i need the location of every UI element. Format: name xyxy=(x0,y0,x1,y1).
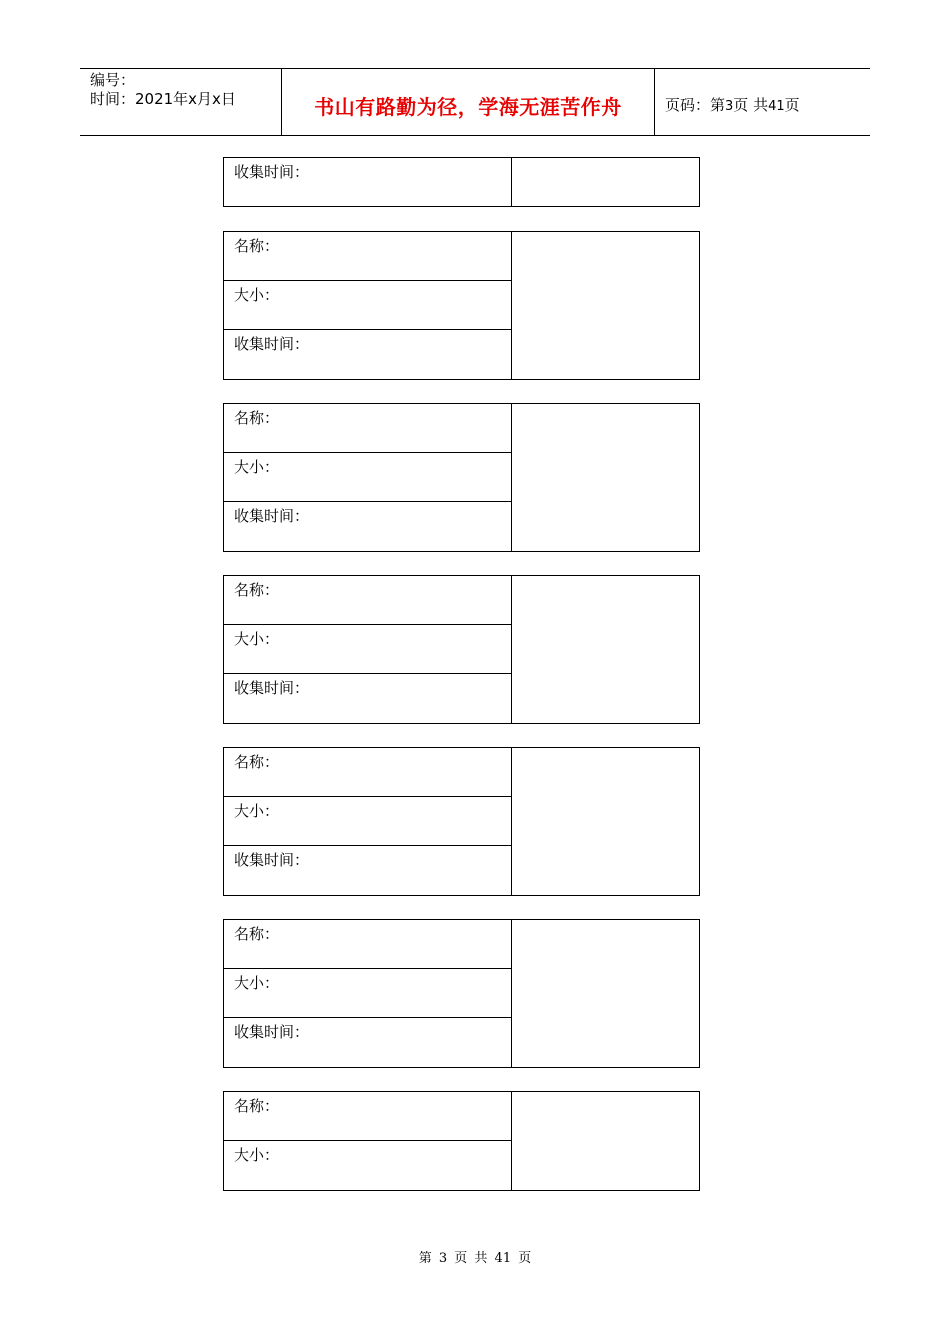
record-field: 名称： xyxy=(224,404,511,453)
record-field: 收集时间： xyxy=(234,1023,310,1041)
record-preview-cell xyxy=(512,576,699,723)
record-fields xyxy=(224,232,512,379)
header-page-number xyxy=(665,94,800,115)
record-fields xyxy=(224,920,512,1067)
record-table xyxy=(223,157,700,207)
record-table xyxy=(223,919,700,1068)
record-preview-cell xyxy=(512,404,699,551)
record-preview-cell xyxy=(512,920,699,1067)
record-fields xyxy=(224,158,512,206)
page-header xyxy=(80,68,870,136)
record-table xyxy=(223,747,700,896)
record-table xyxy=(223,231,700,380)
record-field: 大小： xyxy=(224,625,511,674)
header-motto: 书山有路勤为径，学海无涯苦作舟 xyxy=(314,95,622,119)
record-field: 大小： xyxy=(224,281,511,330)
record-field: 收集时间： xyxy=(234,163,310,181)
record-field: 收集时间： xyxy=(234,335,310,353)
record-field: 名称： xyxy=(224,748,511,797)
page-suffix: 页 xyxy=(784,96,800,114)
record-fields xyxy=(224,748,512,895)
record-field: 名称： xyxy=(224,1092,511,1141)
date-label: 时间：2021年x月x日 xyxy=(90,90,236,108)
record-preview-cell xyxy=(512,1092,699,1190)
page-current: 3 xyxy=(725,99,734,114)
record-fields xyxy=(224,1092,512,1190)
serial-label: 编号： xyxy=(90,71,136,89)
record-fields xyxy=(224,404,512,551)
record-field: 收集时间： xyxy=(234,679,310,697)
record-preview-cell xyxy=(512,748,699,895)
record-field: 收集时间： xyxy=(234,507,310,525)
page-middle: 页 共 xyxy=(733,96,769,114)
record-field: 大小： xyxy=(224,969,511,1018)
record-field: 大小： xyxy=(234,1146,280,1164)
record-field: 名称： xyxy=(224,920,511,969)
page-footer: 第 3 页 共 41 页 xyxy=(418,1251,532,1266)
record-field: 收集时间： xyxy=(234,851,310,869)
record-table xyxy=(223,1091,700,1191)
record-field: 大小： xyxy=(224,797,511,846)
page-prefix: 页码：第 xyxy=(665,96,726,114)
record-field: 名称： xyxy=(224,576,511,625)
record-table xyxy=(223,575,700,724)
record-field: 名称： xyxy=(224,232,511,281)
record-preview-cell xyxy=(512,232,699,379)
header-meta xyxy=(90,71,236,109)
record-field: 大小： xyxy=(224,453,511,502)
record-fields xyxy=(224,576,512,723)
page-total: 41 xyxy=(768,99,785,114)
record-table xyxy=(223,403,700,552)
header-divider xyxy=(654,69,655,135)
record-preview-cell xyxy=(512,158,699,206)
